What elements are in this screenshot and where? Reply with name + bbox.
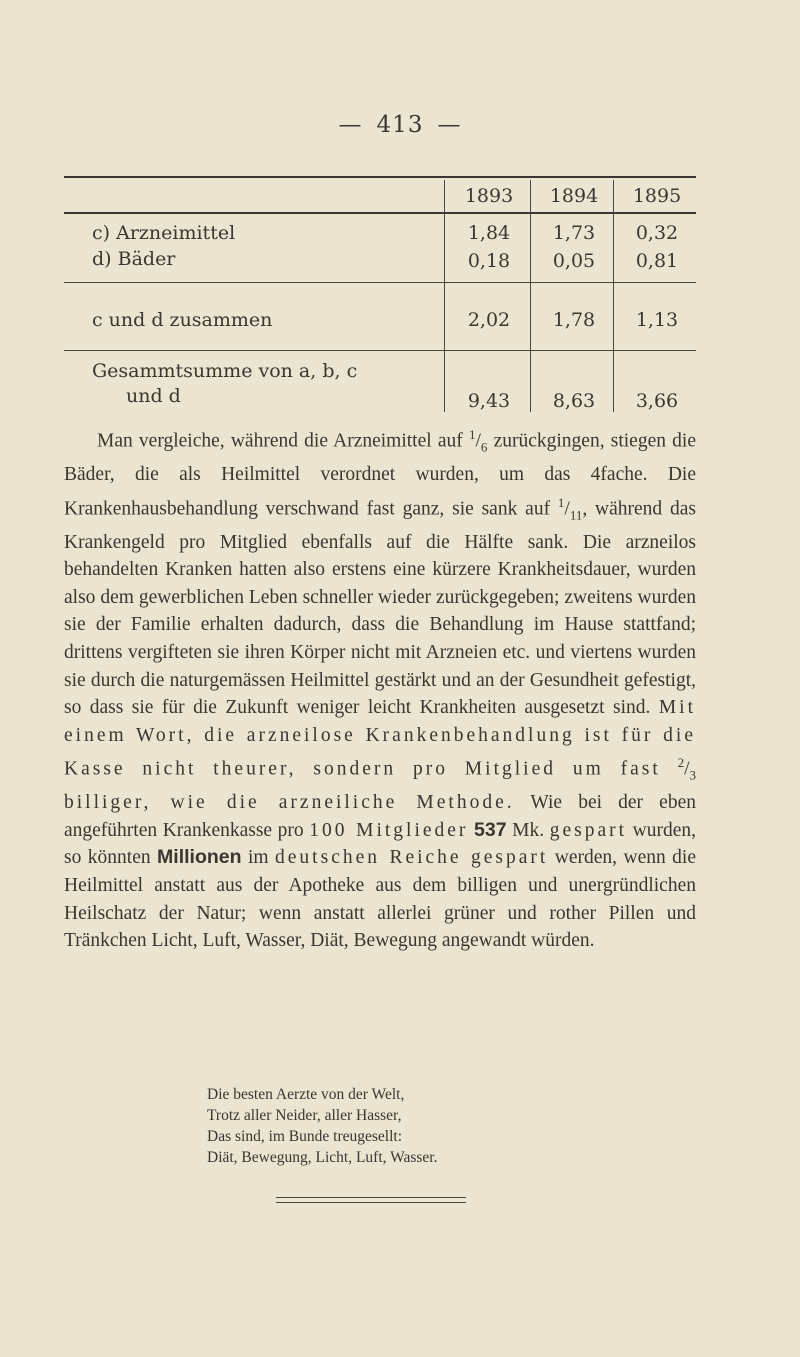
fraction-numerator: 2 — [677, 755, 685, 771]
row-baeder-1893: 0,18 — [467, 250, 511, 272]
page-number — [0, 112, 800, 138]
verse — [207, 1084, 438, 1168]
row-arzneimittel-1893: 1,84 — [467, 222, 511, 244]
spaced-text: Mit einem Wort, die arzneilose Krankenbehandlung ist für die Kasse nicht theurer, sondern pro Mitglied um fast — [64, 697, 696, 780]
verse-line: Die besten Aerzte von der Welt, — [207, 1086, 405, 1103]
table-top-rule — [64, 176, 696, 178]
dash-right: — — [437, 112, 462, 138]
row-arzneimittel-1895: 0,32 — [635, 222, 679, 244]
end-rule-top — [276, 1197, 466, 1198]
row-zusammen-1894: 1,78 — [552, 309, 596, 331]
dash-left: — — [338, 112, 363, 138]
table-rule-2 — [64, 350, 696, 351]
table-header-rule — [64, 212, 696, 214]
row-label-arzneimittel: c) Arzneimittel — [92, 222, 236, 244]
text-segment: werden, wenn die Heilmittel anstatt aus der Apotheke aus dem billigen und unergründlichen Heilschatz der Natur; wenn anstatt allerlei grüner und rother Pillen und Tränkchen Licht, Luft, Wasser, Diät, Bewegung angewandt würden. — [64, 847, 696, 952]
fraction-denominator: 3 — [689, 767, 696, 783]
row-baeder-1894: 0,05 — [552, 250, 596, 272]
spaced-text: deutschen Reiche gespart — [275, 847, 549, 869]
text-segment: Mk. — [506, 819, 550, 841]
text-segment: wurden, so könnten — [64, 819, 696, 869]
fraction-denominator: 11 — [569, 506, 583, 522]
spaced-text: billiger, wie die arzneiliche Methode. — [64, 792, 515, 814]
row-label-zusammen: c und d zusammen — [92, 309, 273, 331]
header-1894: 1894 — [549, 185, 599, 207]
bold-word: Millionen — [157, 846, 242, 869]
page-number-value: 413 — [376, 112, 424, 138]
header-1895: 1895 — [632, 185, 682, 207]
fraction-numerator: 1 — [468, 427, 476, 442]
row-gesammt-1893: 9,43 — [467, 390, 511, 412]
row-zusammen-1893: 2,02 — [467, 309, 511, 331]
spaced-text: gespart — [549, 819, 628, 841]
table-rule-1 — [64, 282, 696, 283]
table-vline-1 — [444, 180, 445, 412]
table-vline-2 — [530, 180, 531, 412]
verse-line: Das sind, im Bunde treugesellt: — [207, 1128, 403, 1145]
row-arzneimittel-1894: 1,73 — [552, 222, 596, 244]
row-label-baeder: d) Bäder — [92, 248, 176, 270]
row-baeder-1895: 0,81 — [635, 250, 679, 272]
fraction-denominator: 6 — [480, 439, 488, 455]
bold-number: 537 — [474, 818, 507, 841]
text-segment: Man vergleiche, während die Arzneimittel auf — [97, 430, 469, 452]
text-segment: Wie bei der eben angeführten Krankenkasse pro — [64, 792, 696, 841]
text-segment: zurückgingen, stiegen die Bäder, die als Heilmittel verordnet wurden, um das 4fache. Die Krankenhausbehandlung verschwand fast ganz, sie sank auf — [64, 430, 697, 520]
fraction-numerator: 1 — [557, 494, 565, 510]
text-segment: , während das Krankengeld pro Mitglied ebenfalls auf die Hälfte sank. Die arzneilos behandelten Kranken hatten also erstens eine kürzere Krankheitsdauer, wurden also dem gewerblichen Leben schneller wieder zurückgegeben; zweitens wurden sie der Familie erhalten dadurch, dass die Behandlung im Hause stattfand; drittens vergifteten sie ihren Körper nicht mit Arzneien etc. und viertens wurden sie durch die naturgemässen Heilmittel gestärkt und an der Gesundheit gefestigt, so dass sie für die Zukunft weniger leicht Krankheiten ausgesetzt sind. — [64, 498, 696, 719]
verse-line: Diät, Bewegung, Licht, Luft, Wasser. — [207, 1149, 438, 1166]
spaced-text: 100 Mitglieder — [309, 819, 469, 841]
body-paragraph: Man vergleiche, während die Arzneimittel auf $^1/_6$ zurückgingen, stiegen die Bäder, die als Heilmittel verordnet wurden, um das 4fache. Die Krankenhausbehandlung verschwand fast ganz, sie sank auf $^1/_{11}$, während das Krankengeld pro Mitglied ebenfalls auf die Hälfte sank. Die arzneilos behandelten Kranken hatten also erstens eine kürzere Krankheitsdauer, wurden also dem gewerblichen Leben schneller wieder zurückgegeben; zweitens wurden sie der Familie erhalten dadurch, dass die Behandlung im Hause stattfand; drittens vergifteten sie ihren Körper nicht mit Arzneien etc. und viertens wurden sie durch die naturgemässen Heilmittel gestärkt und an der Gesundheit gefestigt, so dass sie für die Zukunft weniger leicht Krankheiten ausgesetzt sind. Mit einem Wort, die arzneilose Krankenbehandlung ist für die Kasse nicht theurer, sondern pro Mitglied um fast $^2/_3$ billiger, wie die arzneiliche Methode. Wie bei der eben angeführten Krankenkasse pro 100 Mitglieder 537 Mk. gespart wurden, so könnten Millionen im deutschen Reiche gespart werden, wenn die Heilmittel anstatt aus der Apotheke aus dem billigen und unergründlichen Heilschatz der Natur; wenn anstatt allerlei grüner und rother Pillen und Tränkchen Licht, Luft, Wasser, Diät, Bewegung angewandt würden. — [64, 427, 697, 952]
verse-line: Trotz aller Neider, aller Hasser, — [207, 1107, 402, 1124]
text-segment: im — [241, 847, 276, 869]
table-vline-3 — [613, 180, 614, 412]
row-gesammt-1895: 3,66 — [635, 390, 679, 412]
row-label-gesammtsumme-cont: und d — [126, 385, 181, 407]
end-rule-bottom — [276, 1202, 466, 1203]
row-zusammen-1895: 1,13 — [635, 309, 679, 331]
row-gesammt-1894: 8,63 — [552, 390, 596, 412]
row-label-gesammtsumme: Gesammtsumme von a, b, c — [92, 360, 358, 382]
header-1893: 1893 — [464, 185, 514, 207]
